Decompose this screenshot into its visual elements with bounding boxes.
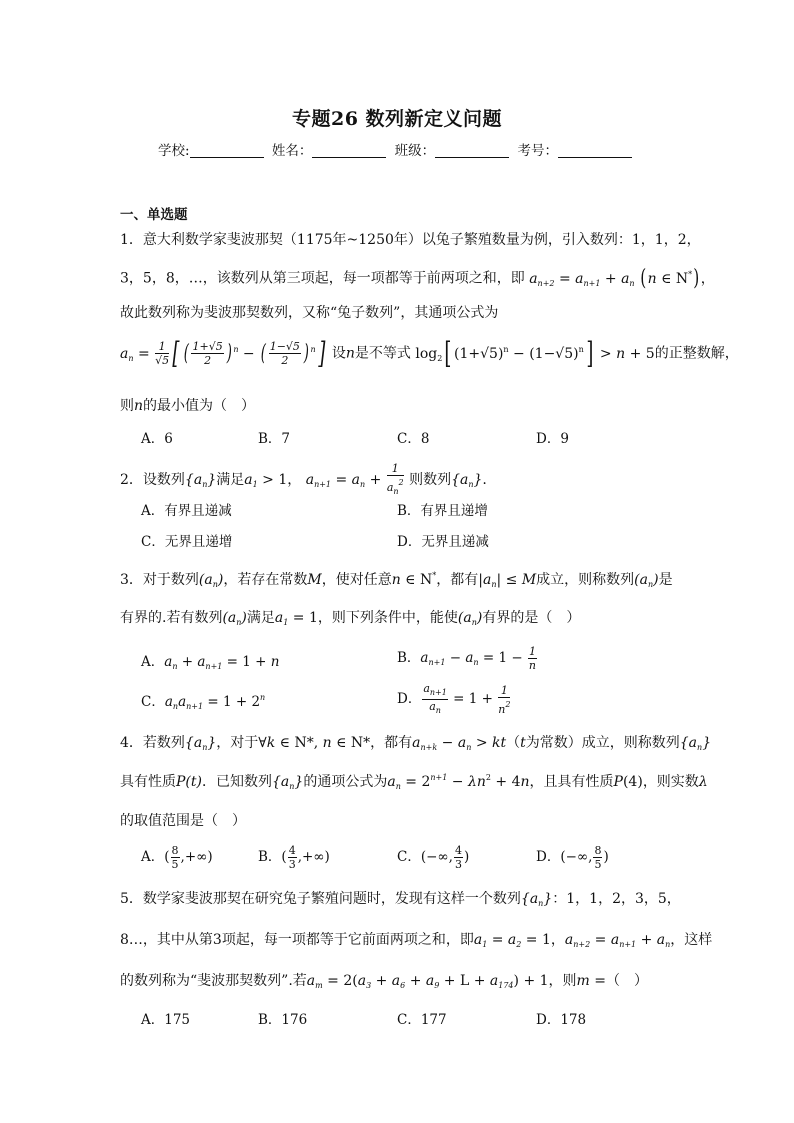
q2-option-b[interactable]: B．有界且递增 (397, 503, 488, 519)
q3-option-d[interactable]: D． $\frac{a_{n+1}}{a_n}$ = 1 + $\frac{1}{n^2}$ (397, 682, 511, 716)
q5-line1: 5．数学家斐波那契在研究兔子繁殖问题时，发现有这样一个数列$\{a_n\}$：1，1，2，3，5， (120, 891, 681, 908)
q1-recurrence-formula: $a_{n+2} = a_{n+1} + a_n$ (529, 270, 635, 288)
class-blank[interactable] (435, 143, 509, 158)
q3-option-b[interactable]: B．$a_{n+1} - a_n = 1$ − $\frac{1}{n}$ (397, 645, 536, 672)
q2-option-a[interactable]: A．有界且递减 (141, 503, 232, 519)
name-blank[interactable] (312, 143, 386, 158)
name-label: 姓名： (271, 143, 313, 159)
school-label: 学校: (158, 143, 190, 159)
q1-option-b[interactable]: B．7 (258, 431, 291, 447)
q5-option-c[interactable]: C．177 (397, 1012, 447, 1028)
q1-option-a[interactable]: A．6 (141, 431, 173, 447)
q4-option-a[interactable]: A．( $\frac{8}{5}$ ,+∞) (141, 844, 213, 871)
q3-option-a[interactable]: A．$a_n + a_{n+1} = 1 + n$ (141, 654, 280, 671)
section-heading: 一、单选题 (120, 207, 188, 223)
class-label: 班级： (394, 143, 436, 159)
exam-number-blank[interactable] (558, 143, 632, 158)
q1-line4: $a_n$ = $\frac{1}{√5}$ [ ( $\frac{1+√5}{2}$ ) $^n$ − ( $\frac{1-√5}{2}$ ) $^n$] 设n是不等式 $\log_2$[ $(1+√5)^n - (1-√5)^n] > n + 5$的正整数解， (120, 336, 739, 371)
q3-line2: 有界的.若有数列$(a_n)$满足$a_1 = 1$，则下列条件中，能使$(a_n)$有界的是（ ） (120, 610, 581, 627)
q4-option-d[interactable]: D．(−∞, $\frac{8}{5}$ ) (536, 844, 609, 871)
q2-option-d[interactable]: D．无界且递减 (397, 534, 489, 550)
q5-option-b[interactable]: B．176 (258, 1012, 308, 1028)
q4-option-c[interactable]: C．(−∞, $\frac{4}{3}$ ) (397, 844, 470, 871)
q1-option-d[interactable]: D．9 (536, 431, 569, 447)
q3-option-c[interactable]: C．$a_na_{n+1} = 1 + 2^n$ (141, 693, 266, 711)
q3-line1: 3．对于数列$(a_n)$，若存在常数M，使对任意n ∈ N*，都有$|a_n| \le M$成立，则称数列$(a_n)$是 (120, 571, 673, 589)
q1-general-term-formula: $a_n$ = $\frac{1}{√5}$ [ ( $\frac{1+√5}{2}$ ) $^n$ − ( $\frac{1-√5}{2}$ ) $^n$] (120, 336, 326, 371)
page-title: 专题26 数列新定义问题 (291, 108, 503, 130)
student-info-row (0, 139, 794, 159)
q1-line5: 则n的最小值为（ ） (120, 398, 256, 414)
q4-line2: 具有性质P(t)．已知数列$\{a_n\}$的通项公式为$a_n = 2^{n+1} - \lambda n^2 + 4n$，且具有性质P(4)，则实数λ (120, 773, 708, 791)
q4-line1: 4．若数列$\{a_n\}$，对于∀k ∈ N*, n ∈ N*，都有$a_{n+k} - a_n > kt(t$为常数）成立，则称数列$\{a_n\}$ (120, 735, 712, 752)
q4-option-b[interactable]: B．( $\frac{4}{3}$ ,+∞) (258, 844, 330, 871)
q5-option-a[interactable]: A．175 (141, 1012, 191, 1028)
q4-line3: 的取值范围是（ ） (120, 813, 246, 829)
q1-line3: 故此数列称为斐波那契数列，又称“兔子数列”，其通项公式为 (120, 305, 499, 321)
q1-line2: 3，5，8，…，该数列从第三项起，每一项都等于前两项之和，即 $a_{n+2} = a_{n+1} + a_n$ (n ∈ N*)， (120, 266, 715, 291)
q5-line2: 8…，其中从第3项起，每一项都等于它前面两项之和，即$a_1 = a_2 = 1$，$a_{n+2} = a_{n+1} + a_n$，这样 (120, 932, 713, 949)
q1-line1: 1．意大利数学家斐波那契（1175年~1250年）以兔子繁殖数量为例，引入数列：1，1，2， (120, 232, 701, 248)
exam-number-label: 考号： (517, 143, 558, 159)
q2-stem: 2．设数列$\{a_n\}$满足$a_1 > 1$， $a_{n+1} = a_n$ + $\frac{1}{a_n^2}$ 则数列$\{a_n\}$. (120, 462, 487, 496)
q2-option-c[interactable]: C．无界且递增 (141, 534, 233, 550)
q1-option-c[interactable]: C．8 (397, 431, 430, 447)
q1-inequality: $\log_2$[ $(1+√5)^n - (1-√5)^n] > n + 5$ (415, 336, 655, 371)
q5-line3: 的数列称为“斐波那契数列”.若$a_m = 2(a_3 + a_6 + a_9 + L + a_{174}) + 1$，则m =（ ） (120, 973, 648, 990)
q5-option-d[interactable]: D．178 (536, 1012, 587, 1028)
q2-recurrence-formula: $a_{n+1} = a_n$ + $\frac{1}{a_n^2}$ (305, 462, 404, 496)
school-blank[interactable] (190, 143, 264, 158)
